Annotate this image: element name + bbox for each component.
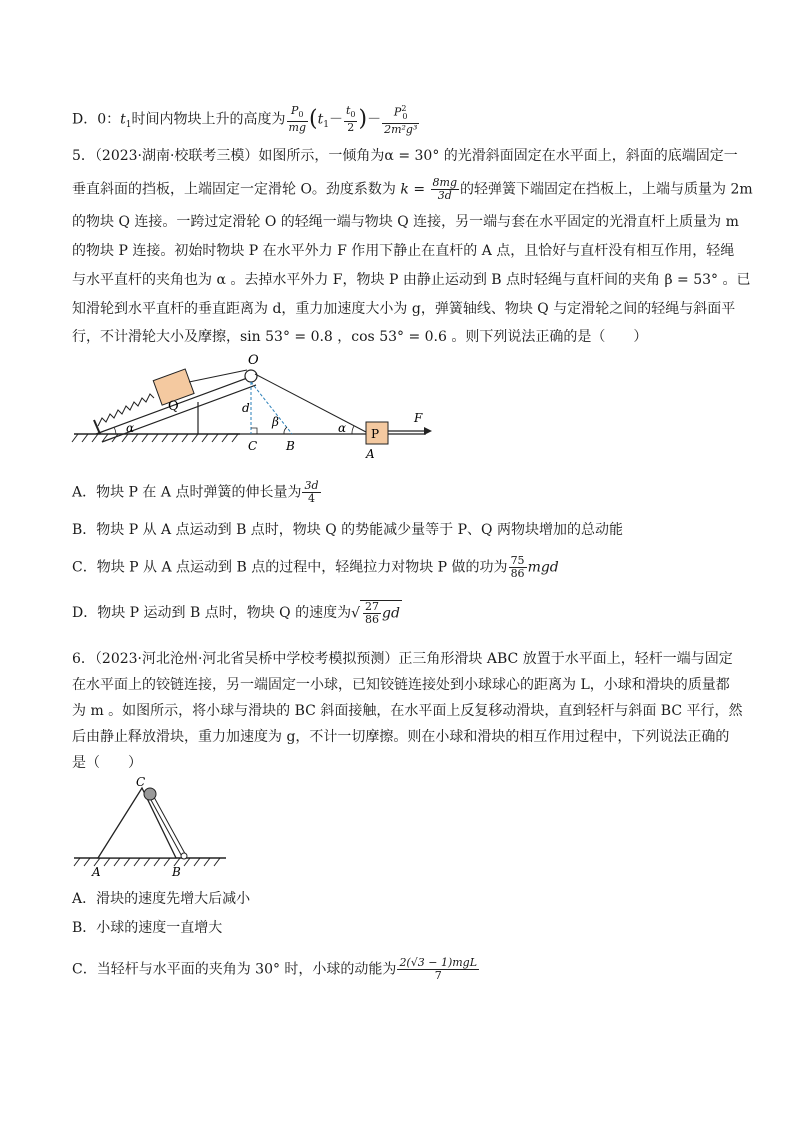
q5-option-b: B．物块 P 从 A 点运动到 B 点时，物块 Q 的势能减少量等于 P、Q 两物块增加的总动能	[72, 522, 623, 538]
q5-line2	[72, 176, 753, 202]
q5-figure	[70, 350, 450, 462]
frac-num: 2(√3 − 1)mgL	[399, 956, 478, 969]
label-Q: Q	[168, 399, 179, 414]
frac-den: 86	[365, 613, 380, 626]
label-beta: β	[272, 415, 279, 429]
k-eq: k =	[400, 181, 426, 198]
text: 垂直斜面的挡板，上端固定一定滑轮 O。劲度系数为	[72, 181, 396, 198]
label-O: O	[248, 353, 259, 368]
q5-option-d	[72, 600, 724, 626]
frac-den: mg	[288, 121, 306, 135]
q6-option-c	[72, 957, 724, 982]
label-C: C	[136, 775, 146, 789]
frac-num: 3d	[304, 479, 319, 492]
sub: 0	[350, 110, 356, 120]
option-text: 时间内物块上升的高度为	[131, 111, 286, 128]
label-alpha-rope: α	[338, 421, 347, 435]
q6-line4: 后由静止释放滑块，重力加速度为 g，不计一切摩擦。则在小球和滑块的相互作用过程中，下列说法正确的	[72, 729, 730, 745]
q5-option-a	[72, 480, 724, 505]
fraction-3d-4	[302, 480, 320, 505]
fraction-p0sq	[382, 103, 419, 136]
q5-line7: 行，不计滑轮大小及摩擦，sin 53° = 0.8 ，cos 53° = 0.6 。则下列说法正确的是（ ）	[72, 329, 648, 345]
q5-line3: 的物块 Q 连接。一跨过定滑轮 O 的轻绳一端与物块 Q 连接，另一端与套在水平固定的光滑直杆上质量为 m	[72, 214, 739, 230]
label-A: A	[366, 447, 375, 461]
sub: 1	[125, 120, 132, 131]
sub: 0	[298, 110, 304, 120]
label-B: B	[286, 439, 295, 453]
frac-den: 4	[307, 492, 315, 505]
q6-figure	[70, 772, 230, 884]
fraction-t0-2	[344, 105, 358, 134]
option-label: D．0：	[72, 111, 121, 128]
q5-line6: 知滑轮到水平直杆的垂直距离为 d，重力加速度大小为 g，弹簧轴线、物块 Q 与定滑轮之间的轻绳与斜面平	[72, 301, 736, 317]
q5-line4: 的物块 P 连接。初始时物块 P 在水平外力 F 作用下静止在直杆的 A 点，且恰好与直杆没有相互作用，轻绳	[72, 243, 735, 259]
label-C: C	[248, 439, 258, 453]
label-B: B	[172, 865, 181, 879]
label-P: P	[371, 427, 380, 441]
prev-option-d: D．0：$t_1$时间内物块上升的高度为 $\frac{P_0}{mg}$ ($t_1-$ $\frac{t_0}{2}$ )－ $\frac{P^2_0}{\text{2m²g³}}$	[72, 103, 418, 136]
q6-line5: 是（ ）	[72, 755, 142, 771]
fraction-p0-mg	[287, 105, 308, 134]
frac-den: 2m²g³	[384, 122, 418, 136]
q6-line3: 为 m 。如图所示，将小球与滑块的 BC 斜面接触，在水平面上反复移动滑块，直到轻杆与斜面 BC 平行，然	[72, 703, 743, 719]
option-text: C．当轻杆与水平面的夹角为 30° 时，小球的动能为	[72, 961, 397, 978]
fraction-75-86	[509, 555, 527, 580]
q5-line1: 5．（2023·湖南·校联考三模）如图所示，一倾角为α = 30° 的光滑斜面固定在水平面上，斜面的底端固定一	[72, 148, 738, 164]
var-t: t	[317, 111, 324, 128]
q6-option-b: B．小球的速度一直增大	[72, 920, 223, 936]
fraction-ke	[397, 957, 479, 982]
option-text: D．物块 P 运动到 B 点时，物块 Q 的速度为	[72, 605, 352, 621]
sqrt-expr: √ $\frac{27}{86}$ gd	[351, 600, 400, 626]
q6-option-a: A．滑块的速度先增大后减小	[72, 891, 251, 907]
q5-option-c	[72, 555, 724, 580]
frac-den: 3d	[437, 189, 452, 202]
label-d: d	[242, 401, 250, 415]
minus: －	[367, 111, 382, 128]
label-A: A	[92, 865, 101, 879]
fraction-k	[431, 177, 459, 202]
frac-num: P	[291, 103, 299, 117]
q6-line1: 6．（2023·河北沧州·河北省吴桥中学校考模拟预测）正三角形滑块 ABC 放置于水平面上，轻杆一端与固定	[72, 651, 733, 667]
label-F: F	[414, 411, 423, 425]
option-tail: gd	[382, 605, 400, 622]
label-alpha-incline: α	[126, 421, 135, 435]
frac-num: 75	[510, 554, 525, 567]
sub: 0	[402, 111, 408, 121]
frac-num: 27	[365, 600, 380, 613]
sup: 2	[401, 104, 407, 113]
q5-line5: 与水平直杆的夹角也为 α 。去掉水平外力 F，物块 P 由静止运动到 B 点时轻绳与直杆间的夹角 β = 53° 。已	[72, 272, 751, 288]
frac-num: P	[393, 105, 402, 119]
minus: －	[328, 111, 343, 128]
q6-line2: 在水平面上的铰链连接，另一端固定一小球，已知铰链连接处到小球球心的距离为 L，小球和滑块的质量都	[72, 677, 730, 693]
fraction-27-86	[363, 601, 381, 626]
frac-den: 2	[347, 121, 355, 135]
frac-num: 8mg	[432, 176, 457, 189]
frac-num: t	[345, 103, 351, 117]
option-text: A．物块 P 在 A 点时弹簧的伸长量为	[72, 484, 302, 501]
var-t: t	[120, 111, 126, 128]
sub: 1	[323, 120, 329, 131]
frac-den: 7	[434, 969, 442, 982]
text: 的轻弹簧下端固定在挡板上，上端与质量为 2m	[460, 181, 753, 198]
option-text: C．物块 P 从 A 点运动到 B 点的过程中，轻绳拉力对物块 P 做的功为	[72, 559, 508, 576]
option-tail: mgd	[527, 559, 559, 576]
frac-den: 86	[510, 567, 525, 580]
